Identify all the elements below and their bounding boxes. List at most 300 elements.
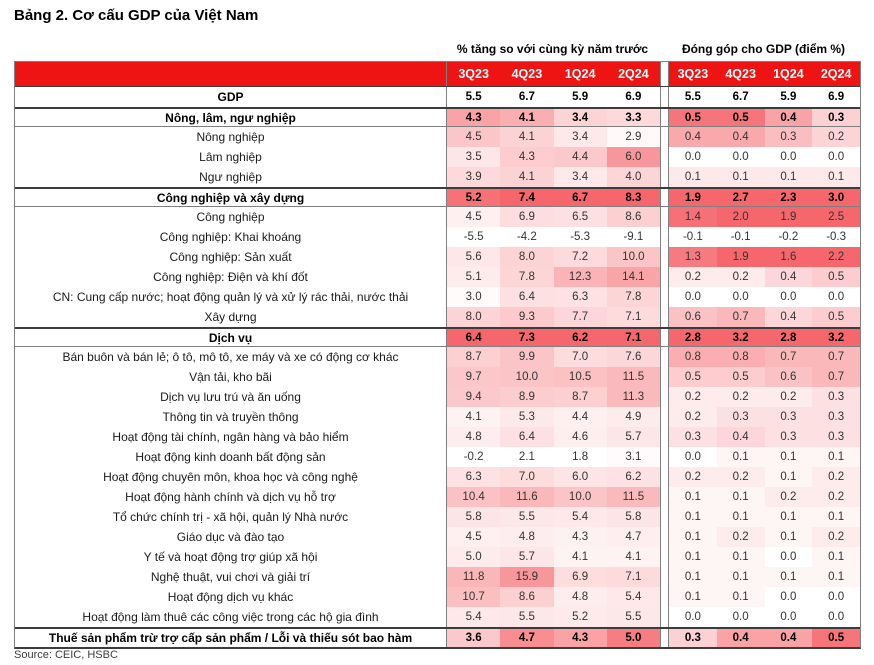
growth-value-cell: 6.0 (554, 467, 607, 487)
contribution-value-cell: -0.3 (812, 227, 860, 247)
table-title: Bảng 2. Cơ cấu GDP của Việt Nam (14, 7, 259, 24)
growth-value-cell: 3.5 (447, 147, 500, 167)
growth-value-cell: 4.1 (607, 547, 660, 567)
contribution-value-cell: 0.1 (765, 527, 813, 547)
contribution-value-cell: 0.1 (812, 167, 860, 187)
growth-value-cell: 10.5 (554, 367, 607, 387)
growth-value-cell: 5.9 (554, 87, 607, 107)
contribution-value-cell: 0.3 (812, 407, 860, 427)
group-divider (660, 247, 669, 267)
growth-value-cell: 8.7 (554, 387, 607, 407)
contribution-value-cell: 0.1 (669, 167, 717, 187)
contribution-value-cell: 0.2 (669, 407, 717, 427)
row-label: Hoạt động kinh doanh bất động sản (15, 447, 447, 467)
column-header-contribution-4q23: 4Q23 (717, 62, 765, 86)
growth-value-cell: 3.3 (607, 109, 660, 126)
growth-value-cell: 4.8 (554, 587, 607, 607)
growth-value-cell: 6.7 (554, 189, 607, 206)
contribution-value-cell: 0.0 (669, 287, 717, 307)
growth-value-cell: 4.4 (554, 407, 607, 427)
table-row (15, 87, 860, 107)
group-divider (660, 607, 669, 627)
growth-value-cell: 8.6 (607, 207, 660, 227)
row-label: Nghệ thuật, vui chơi và giải trí (15, 567, 447, 587)
contribution-value-cell: 0.0 (812, 587, 860, 607)
growth-value-cell: 7.6 (607, 347, 660, 367)
contribution-value-cell: 0.2 (669, 267, 717, 287)
contribution-value-cell: 0.0 (765, 547, 813, 567)
column-header-growth-2q24: 2Q24 (607, 62, 660, 86)
growth-value-cell: 5.0 (447, 547, 500, 567)
group-divider (660, 167, 669, 187)
row-label: Bán buôn và bán lẻ; ô tô, mô tô, xe máy và xe có động cơ khác (15, 347, 447, 367)
growth-value-cell: 6.4 (447, 329, 500, 346)
growth-value-cell: 15.9 (500, 567, 553, 587)
row-label: Công nghiệp: Sản xuất (15, 247, 447, 267)
table-header-row (15, 62, 860, 87)
contribution-value-cell: 0.1 (717, 487, 765, 507)
contribution-value-cell: 0.5 (812, 629, 860, 647)
table-row (15, 507, 860, 527)
contribution-value-cell: 0.4 (765, 307, 813, 327)
growth-value-cell: 5.8 (607, 507, 660, 527)
contribution-value-cell: 0.0 (765, 287, 813, 307)
growth-value-cell: 6.2 (607, 467, 660, 487)
growth-value-cell: 7.1 (607, 567, 660, 587)
table-row (15, 147, 860, 167)
contribution-value-cell: 0.3 (765, 427, 813, 447)
contribution-value-cell: 1.4 (669, 207, 717, 227)
table-row (15, 487, 860, 507)
table-row (15, 387, 860, 407)
contribution-value-cell: 0.4 (717, 427, 765, 447)
growth-value-cell: 10.0 (607, 247, 660, 267)
growth-value-cell: 5.1 (447, 267, 500, 287)
contribution-value-cell: 0.1 (669, 587, 717, 607)
contribution-value-cell: 0.0 (765, 147, 813, 167)
table-row (15, 427, 860, 447)
row-label: Công nghiệp: Điện và khí đốt (15, 267, 447, 287)
row-label: Xây dựng (15, 307, 447, 327)
contribution-value-cell: 0.1 (669, 527, 717, 547)
row-label: Hoạt động làm thuê các công việc trong các hộ gia đình (15, 607, 447, 627)
row-label: Hoạt động chuyên môn, khoa học và công nghệ (15, 467, 447, 487)
growth-value-cell: 4.3 (447, 109, 500, 126)
table-row (15, 627, 860, 647)
growth-value-cell: -9.1 (607, 227, 660, 247)
contribution-value-cell: 0.4 (765, 629, 813, 647)
row-label: Hoạt động dịch vụ khác (15, 587, 447, 607)
contribution-value-cell: 0.5 (717, 109, 765, 126)
row-label: Công nghiệp: Khai khoáng (15, 227, 447, 247)
contribution-value-cell: 0.4 (765, 267, 813, 287)
growth-value-cell: 7.2 (554, 247, 607, 267)
contribution-value-cell: 0.1 (765, 167, 813, 187)
contribution-value-cell: 0.7 (812, 347, 860, 367)
contribution-value-cell: 0.0 (812, 147, 860, 167)
group-divider (660, 567, 669, 587)
table-row (15, 547, 860, 567)
growth-value-cell: -4.2 (500, 227, 553, 247)
contribution-value-cell: 0.1 (765, 447, 813, 467)
contribution-value-cell: 0.2 (717, 387, 765, 407)
table-row (15, 587, 860, 607)
growth-value-cell: 4.9 (607, 407, 660, 427)
contribution-value-cell: 0.8 (669, 347, 717, 367)
table-row (15, 347, 860, 367)
contribution-value-cell: 0.2 (812, 127, 860, 147)
growth-value-cell: 7.0 (554, 347, 607, 367)
growth-value-cell: 11.8 (447, 567, 500, 587)
growth-value-cell: 10.0 (554, 487, 607, 507)
growth-value-cell: 4.5 (447, 127, 500, 147)
growth-value-cell: 4.4 (554, 147, 607, 167)
contribution-value-cell: 0.3 (812, 109, 860, 126)
growth-value-cell: 3.6 (447, 629, 500, 647)
gdp-structure-table (14, 61, 861, 649)
group-divider (660, 447, 669, 467)
growth-value-cell: -5.3 (554, 227, 607, 247)
column-header-contribution-1q24: 1Q24 (765, 62, 813, 86)
contribution-value-cell: 0.3 (812, 427, 860, 447)
group-divider (660, 127, 669, 147)
contribution-value-cell: 0.3 (765, 127, 813, 147)
contribution-value-cell: 6.7 (717, 87, 765, 107)
row-label: Tổ chức chính trị - xã hội, quản lý Nhà nước (15, 507, 447, 527)
growth-value-cell: 6.4 (500, 287, 553, 307)
row-label: Giáo dục và đào tạo (15, 527, 447, 547)
group-divider (660, 287, 669, 307)
growth-value-cell: 2.9 (607, 127, 660, 147)
contribution-value-cell: 0.0 (812, 287, 860, 307)
row-label: Vận tải, kho bãi (15, 367, 447, 387)
table-row (15, 527, 860, 547)
row-label: Ngư nghiệp (15, 167, 447, 187)
contribution-value-cell: 0.1 (765, 467, 813, 487)
contribution-value-cell: 0.2 (812, 467, 860, 487)
contribution-value-cell: 0.2 (765, 387, 813, 407)
contribution-value-cell: 2.2 (812, 247, 860, 267)
column-header-contribution-2q24: 2Q24 (812, 62, 860, 86)
column-group-headers (14, 42, 859, 56)
growth-value-cell: 5.5 (500, 607, 553, 627)
contribution-value-cell: 6.9 (812, 87, 860, 107)
contribution-value-cell: 2.3 (765, 189, 813, 206)
contribution-value-cell: 1.9 (765, 207, 813, 227)
table-row (15, 247, 860, 267)
growth-value-cell: 4.1 (500, 109, 553, 126)
contribution-value-cell: 3.2 (812, 329, 860, 346)
contribution-value-cell: 0.6 (765, 367, 813, 387)
growth-value-cell: 8.6 (500, 587, 553, 607)
table-row (15, 607, 860, 627)
row-label: Y tế và hoạt động trợ giúp xã hội (15, 547, 447, 567)
growth-value-cell: 3.4 (554, 167, 607, 187)
growth-value-cell: 7.8 (607, 287, 660, 307)
growth-value-cell: 5.2 (447, 189, 500, 206)
growth-value-cell: 1.8 (554, 447, 607, 467)
growth-value-cell: 5.0 (607, 629, 660, 647)
contribution-value-cell: 0.4 (717, 127, 765, 147)
contribution-value-cell: 0.5 (812, 267, 860, 287)
table-row (15, 187, 860, 207)
row-label: Dịch vụ lưu trú và ăn uống (15, 387, 447, 407)
contribution-value-cell: 5.5 (669, 87, 717, 107)
growth-value-cell: 4.6 (554, 427, 607, 447)
group-header-growth: % tăng so với cùng kỳ năm trước (456, 42, 649, 56)
growth-value-cell: 8.0 (500, 247, 553, 267)
contribution-value-cell: 0.3 (812, 387, 860, 407)
growth-value-cell: 4.5 (447, 207, 500, 227)
row-label: Thuế sản phẩm trừ trợ cấp sản phẩm / Lỗi và thiếu sót bao hàm (15, 629, 447, 647)
header-label-spacer (15, 62, 447, 86)
row-label: Công nghiệp và xây dựng (15, 189, 447, 206)
contribution-value-cell: 5.9 (765, 87, 813, 107)
contribution-value-cell: 1.9 (717, 247, 765, 267)
contribution-value-cell: 0.4 (717, 629, 765, 647)
growth-value-cell: 4.1 (500, 167, 553, 187)
growth-value-cell: 4.7 (500, 629, 553, 647)
contribution-value-cell: 0.2 (717, 467, 765, 487)
row-label: Nông, lâm, ngư nghiệp (15, 109, 447, 126)
group-header-contribution: Đóng góp cho GDP (điểm %) (681, 42, 846, 56)
growth-value-cell: 4.0 (607, 167, 660, 187)
growth-value-cell: 12.3 (554, 267, 607, 287)
growth-value-cell: 4.8 (447, 427, 500, 447)
growth-value-cell: 10.0 (500, 367, 553, 387)
contribution-value-cell: 0.0 (669, 447, 717, 467)
growth-value-cell: 4.1 (554, 547, 607, 567)
group-divider (660, 407, 669, 427)
growth-value-cell: 10.4 (447, 487, 500, 507)
contribution-value-cell: 0.1 (669, 567, 717, 587)
growth-value-cell: 6.2 (554, 329, 607, 346)
column-header-growth-4q23: 4Q23 (500, 62, 553, 86)
contribution-value-cell: 0.2 (669, 387, 717, 407)
contribution-value-cell: 0.1 (669, 487, 717, 507)
contribution-value-cell: 0.1 (717, 547, 765, 567)
growth-value-cell: 5.6 (447, 247, 500, 267)
table-row (15, 267, 860, 287)
contribution-value-cell: 0.3 (765, 407, 813, 427)
group-divider (660, 307, 669, 327)
column-header-growth-1q24: 1Q24 (554, 62, 607, 86)
growth-value-cell: 3.0 (447, 287, 500, 307)
contribution-value-cell: -0.1 (717, 227, 765, 247)
contribution-value-cell: 0.5 (717, 367, 765, 387)
growth-value-cell: 4.7 (607, 527, 660, 547)
group-divider (660, 367, 669, 387)
group-divider (660, 147, 669, 167)
table-row (15, 327, 860, 347)
table-row (15, 227, 860, 247)
contribution-value-cell: 0.1 (717, 447, 765, 467)
group-divider (660, 109, 669, 126)
contribution-value-cell: 2.0 (717, 207, 765, 227)
contribution-value-cell: 0.0 (669, 607, 717, 627)
contribution-value-cell: 0.7 (717, 307, 765, 327)
contribution-value-cell: 0.7 (812, 367, 860, 387)
row-label: Thông tin và truyền thông (15, 407, 447, 427)
contribution-value-cell: 0.0 (717, 607, 765, 627)
table-row (15, 407, 860, 427)
contribution-value-cell: 0.6 (669, 307, 717, 327)
contribution-value-cell: 0.3 (669, 629, 717, 647)
growth-value-cell: 6.0 (607, 147, 660, 167)
contribution-value-cell: 0.4 (669, 127, 717, 147)
row-label: Công nghiệp (15, 207, 447, 227)
contribution-value-cell: 0.3 (669, 427, 717, 447)
column-header-growth-3q23: 3Q23 (447, 62, 500, 86)
growth-value-cell: 4.3 (500, 147, 553, 167)
growth-value-cell: 5.7 (500, 547, 553, 567)
contribution-value-cell: 0.2 (812, 527, 860, 547)
contribution-value-cell: -0.2 (765, 227, 813, 247)
growth-value-cell: 4.8 (500, 527, 553, 547)
growth-value-cell: 5.2 (554, 607, 607, 627)
growth-value-cell: 14.1 (607, 267, 660, 287)
growth-value-cell: 7.4 (500, 189, 553, 206)
growth-value-cell: 9.3 (500, 307, 553, 327)
growth-value-cell: 9.7 (447, 367, 500, 387)
group-divider (660, 207, 669, 227)
growth-value-cell: 4.3 (554, 527, 607, 547)
contribution-value-cell: 2.8 (669, 329, 717, 346)
growth-value-cell: 11.5 (607, 367, 660, 387)
row-label: Hoạt động hành chính và dịch vụ hỗ trợ (15, 487, 447, 507)
group-divider (660, 387, 669, 407)
contribution-value-cell: 0.7 (765, 347, 813, 367)
contribution-value-cell: 1.6 (765, 247, 813, 267)
growth-value-cell: 8.9 (500, 387, 553, 407)
group-divider (660, 629, 669, 647)
growth-value-cell: 6.3 (447, 467, 500, 487)
growth-value-cell: -5.5 (447, 227, 500, 247)
contribution-value-cell: 1.3 (669, 247, 717, 267)
contribution-value-cell: 0.0 (717, 147, 765, 167)
group-divider (660, 527, 669, 547)
group-divider (660, 329, 669, 346)
growth-value-cell: 8.0 (447, 307, 500, 327)
contribution-value-cell: 0.0 (765, 587, 813, 607)
growth-value-cell: 11.5 (607, 487, 660, 507)
growth-value-cell: 2.1 (500, 447, 553, 467)
contribution-value-cell: 0.1 (812, 547, 860, 567)
row-label: Lâm nghiệp (15, 147, 447, 167)
table-row (15, 127, 860, 147)
growth-value-cell: 5.7 (607, 427, 660, 447)
contribution-value-cell: 1.9 (669, 189, 717, 206)
growth-value-cell: 7.1 (607, 307, 660, 327)
contribution-value-cell: 2.8 (765, 329, 813, 346)
contribution-value-cell: 0.2 (669, 467, 717, 487)
growth-value-cell: 7.7 (554, 307, 607, 327)
row-label: CN: Cung cấp nước; hoạt động quản lý và xử lý rác thải, nước thải (15, 287, 447, 307)
growth-value-cell: 6.9 (607, 87, 660, 107)
source-note: Source: CEIC, HSBC (14, 649, 118, 661)
row-label: Dịch vụ (15, 329, 447, 346)
growth-value-cell: 5.4 (447, 607, 500, 627)
contribution-value-cell: 0.4 (765, 109, 813, 126)
growth-value-cell: 4.5 (447, 527, 500, 547)
contribution-value-cell: 0.0 (717, 287, 765, 307)
contribution-value-cell: 0.1 (717, 587, 765, 607)
growth-value-cell: 5.4 (607, 587, 660, 607)
growth-value-cell: 11.3 (607, 387, 660, 407)
growth-value-cell: 3.4 (554, 127, 607, 147)
group-divider (660, 347, 669, 367)
growth-value-cell: 5.5 (447, 87, 500, 107)
group-divider (660, 487, 669, 507)
contribution-value-cell: 0.1 (717, 167, 765, 187)
contribution-value-cell: 0.2 (717, 527, 765, 547)
contribution-value-cell: -0.1 (669, 227, 717, 247)
group-divider (660, 587, 669, 607)
growth-value-cell: 9.9 (500, 347, 553, 367)
contribution-value-cell: 0.1 (812, 507, 860, 527)
growth-value-cell: 9.4 (447, 387, 500, 407)
contribution-value-cell: 0.0 (669, 147, 717, 167)
group-divider (660, 427, 669, 447)
growth-value-cell: -0.2 (447, 447, 500, 467)
table-row (15, 467, 860, 487)
growth-value-cell: 6.9 (554, 567, 607, 587)
table-row (15, 207, 860, 227)
growth-value-cell: 6.7 (500, 87, 553, 107)
contribution-value-cell: 0.0 (765, 607, 813, 627)
contribution-value-cell: 0.1 (812, 447, 860, 467)
contribution-value-cell: 0.5 (669, 109, 717, 126)
group-divider (660, 62, 669, 86)
growth-value-cell: 5.4 (554, 507, 607, 527)
contribution-value-cell: 0.2 (717, 267, 765, 287)
row-label: Nông nghiệp (15, 127, 447, 147)
growth-value-cell: 4.1 (447, 407, 500, 427)
growth-value-cell: 6.5 (554, 207, 607, 227)
growth-value-cell: 8.7 (447, 347, 500, 367)
table-row (15, 307, 860, 327)
contribution-value-cell: 0.0 (812, 607, 860, 627)
contribution-value-cell: 2.5 (812, 207, 860, 227)
growth-value-cell: 7.8 (500, 267, 553, 287)
growth-value-cell: 6.3 (554, 287, 607, 307)
growth-value-cell: 6.4 (500, 427, 553, 447)
contribution-value-cell: 0.2 (812, 487, 860, 507)
growth-value-cell: 5.3 (500, 407, 553, 427)
growth-value-cell: 6.9 (500, 207, 553, 227)
growth-value-cell: 7.1 (607, 329, 660, 346)
contribution-value-cell: 0.1 (717, 507, 765, 527)
group-divider (660, 507, 669, 527)
column-header-contribution-3q23: 3Q23 (669, 62, 717, 86)
growth-value-cell: 4.3 (554, 629, 607, 647)
table-row (15, 447, 860, 467)
contribution-value-cell: 3.2 (717, 329, 765, 346)
contribution-value-cell: 0.1 (765, 507, 813, 527)
contribution-value-cell: 0.3 (717, 407, 765, 427)
growth-value-cell: 5.5 (500, 507, 553, 527)
table-row (15, 567, 860, 587)
growth-value-cell: 10.7 (447, 587, 500, 607)
growth-value-cell: 8.3 (607, 189, 660, 206)
contribution-value-cell: 0.1 (669, 547, 717, 567)
growth-value-cell: 3.1 (607, 447, 660, 467)
group-divider (660, 547, 669, 567)
group-divider (660, 87, 669, 107)
contribution-value-cell: 0.1 (717, 567, 765, 587)
growth-value-cell: 7.3 (500, 329, 553, 346)
table-row (15, 107, 860, 127)
